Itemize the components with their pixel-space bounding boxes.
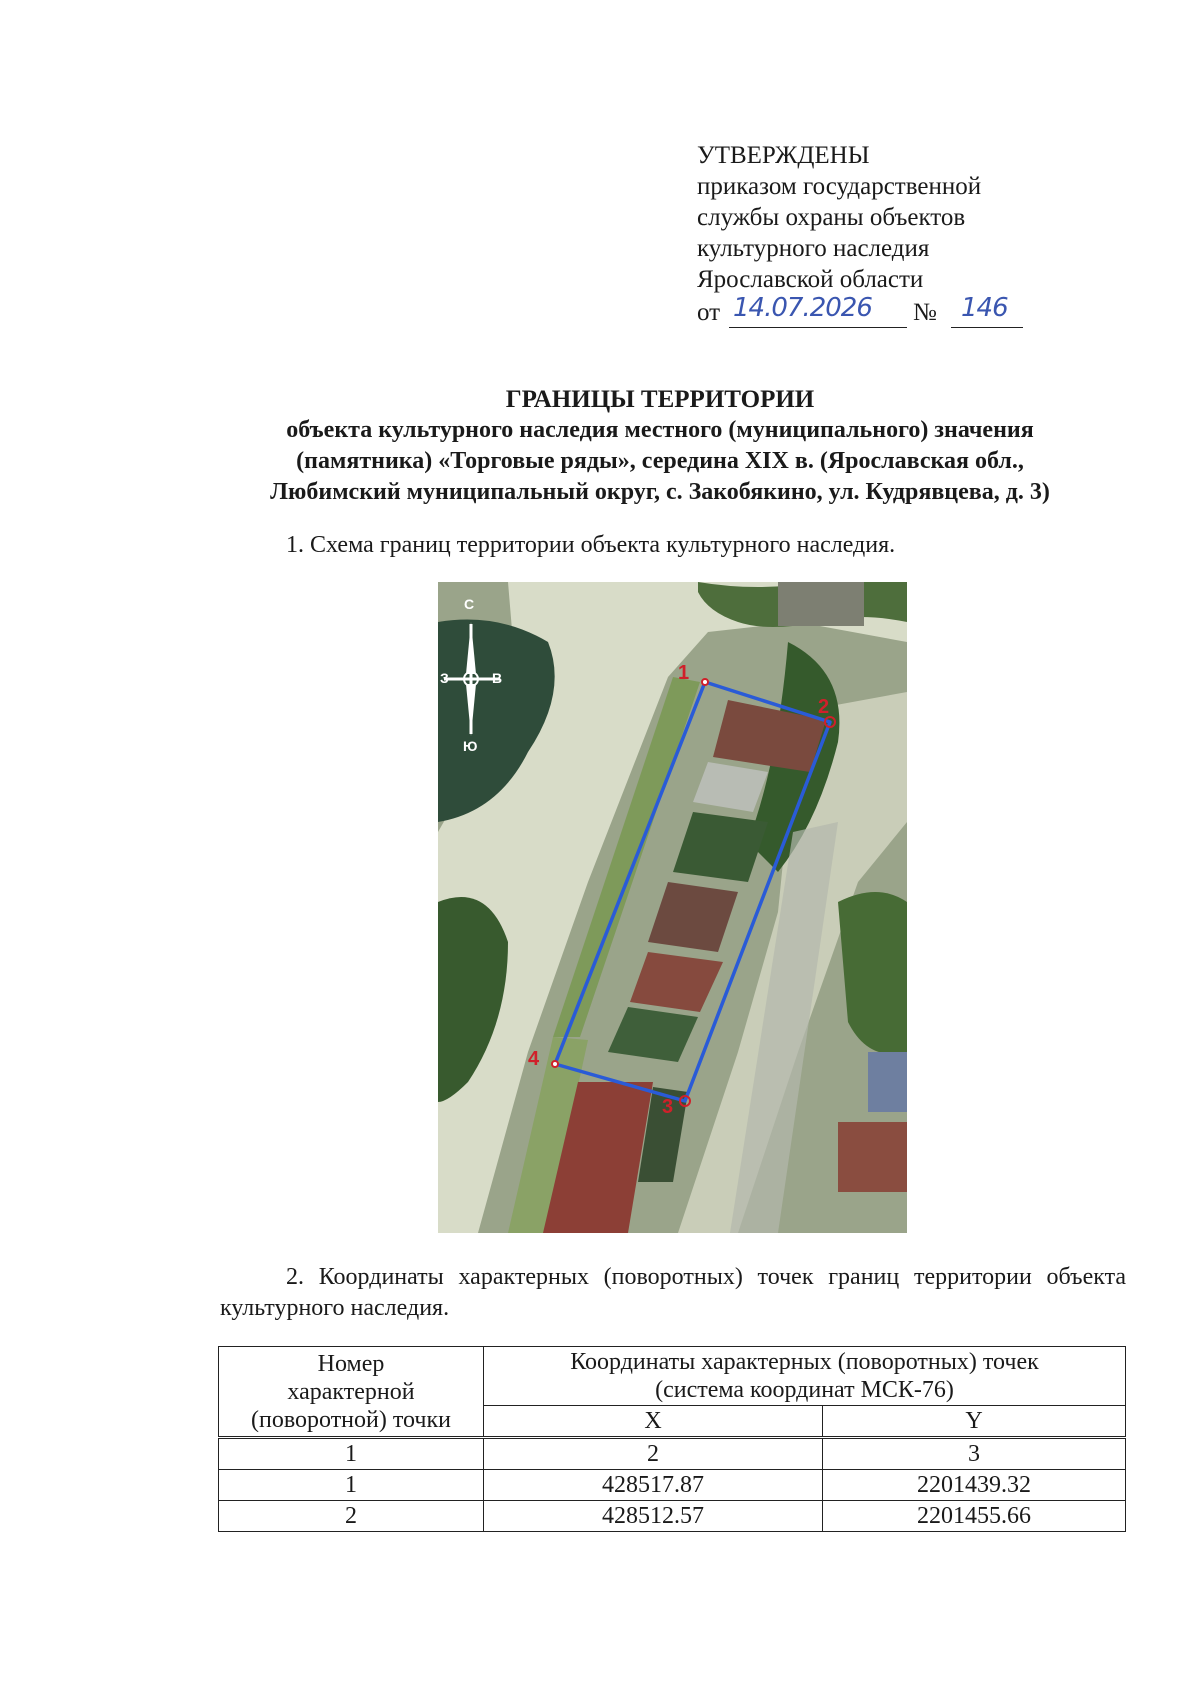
table-cell-point: 1 [219, 1470, 484, 1501]
title-line: Любимский муниципальный округ, с. Закобякино, ул. Кудрявцева, д. 3) [270, 479, 1050, 505]
header-text: Координаты характерных (поворотных) точек [570, 1349, 1039, 1375]
number-sign: № [913, 299, 937, 326]
date-prefix: от [697, 299, 721, 326]
header-text: (поворотной) точки [251, 1406, 451, 1433]
table-cell-y: 2201455.66 [823, 1501, 1126, 1532]
boundary-map [438, 582, 907, 1233]
header-text: (система координат МСК-76) [655, 1377, 954, 1403]
compass-south: Ю [463, 738, 478, 754]
document-title [180, 384, 1140, 508]
table-cell: 3 [823, 1438, 1126, 1470]
compass-west: З [440, 670, 449, 686]
header-x: X [484, 1406, 823, 1438]
header-coordinates-group [484, 1347, 1126, 1406]
header-text: характерной [287, 1378, 415, 1405]
number-underline [951, 327, 1023, 328]
approval-line: культурного наследия [697, 235, 930, 262]
approval-line: Ярославской области [697, 266, 924, 293]
point-label-1: 1 [678, 662, 690, 684]
header-text: Номер [317, 1350, 385, 1377]
table-numbering-row [219, 1438, 1126, 1470]
approval-heading: УТВЕРЖДЕНЫ [697, 142, 870, 169]
compass-north: С [464, 596, 475, 612]
table-cell: 1 [219, 1438, 484, 1470]
table-row [219, 1501, 1126, 1532]
table-cell-x: 428512.57 [484, 1501, 823, 1532]
approval-line: службы охраны объектов [697, 204, 966, 231]
coordinates-table [218, 1346, 1126, 1532]
title-main: ГРАНИЦЫ ТЕРРИТОРИИ [505, 386, 815, 413]
header-y: Y [823, 1406, 1126, 1438]
table-row [219, 1470, 1126, 1501]
approval-date-line [697, 293, 1057, 331]
boundary-overlay [438, 582, 907, 1233]
approval-block [697, 140, 1057, 331]
header-point-number [219, 1347, 484, 1438]
approval-line: приказом государственной [697, 173, 982, 200]
table-cell: 2 [484, 1438, 823, 1470]
section-1-heading: 1. Схема границ территории объекта культурного наследия. [286, 532, 896, 558]
table-cell-point: 2 [219, 1501, 484, 1532]
date-underline [729, 327, 907, 328]
title-line: (памятника) «Торговые ряды», середина XIX в. (Ярославская обл., [296, 448, 1024, 474]
point-label-2: 2 [818, 696, 830, 718]
table-header-row [219, 1347, 1126, 1406]
point-label-4: 4 [528, 1048, 540, 1070]
handwritten-date: 14.07.2026 [733, 293, 872, 323]
title-line: объекта культурного наследия местного (муниципального) значения [286, 417, 1034, 443]
handwritten-number: 146 [961, 293, 1008, 323]
compass-east: В [492, 670, 503, 686]
section-2-heading: 2. Координаты характерных (поворотных) точек границ территории объекта культурного наследия. [220, 1264, 1126, 1321]
table-cell-y: 2201439.32 [823, 1470, 1126, 1501]
point-label-3: 3 [662, 1096, 674, 1118]
table-cell-x: 428517.87 [484, 1470, 823, 1501]
